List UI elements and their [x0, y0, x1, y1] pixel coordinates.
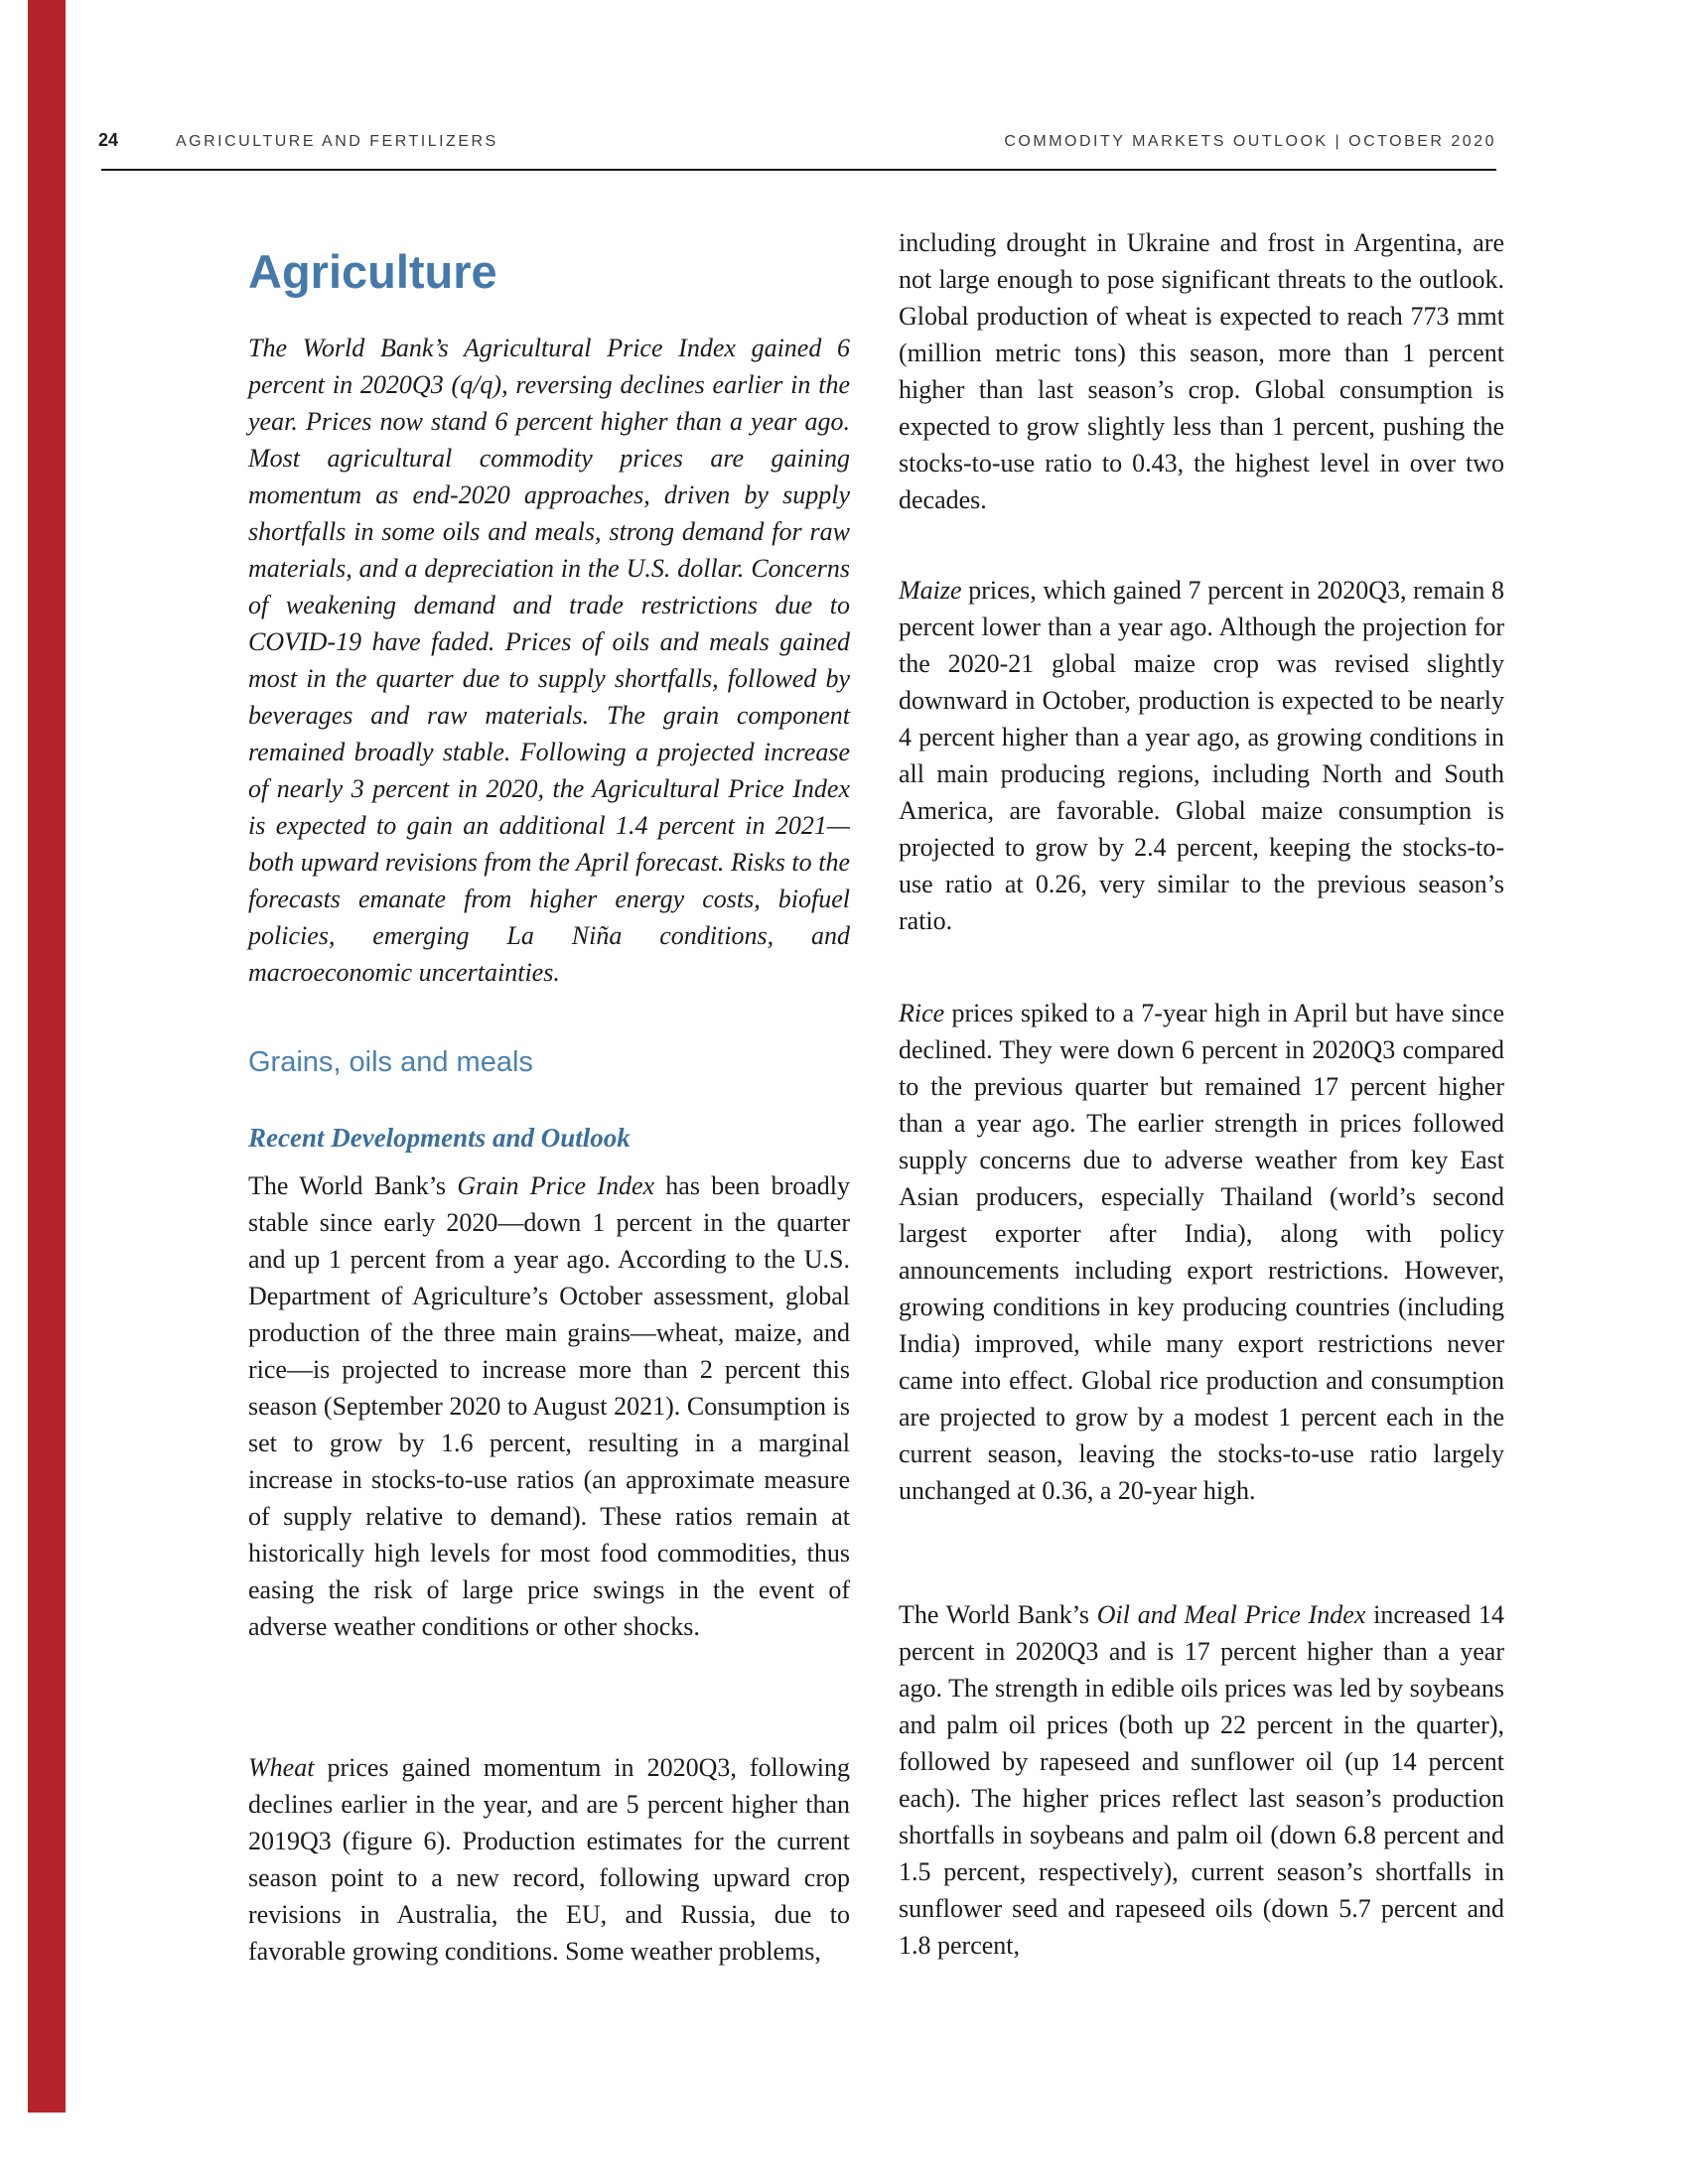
article-title: Agriculture	[248, 245, 497, 299]
subsection-heading-recent-developments: Recent Developments and Outlook	[248, 1123, 631, 1153]
section-heading-grains-oils-meals: Grains, oils and meals	[248, 1046, 533, 1079]
paragraph-grain-price-index: The World Bank’s Grain Price Index has been broadly stable since early 2020—down 1 percent in the quarter and up 1 percent from a year ago. According to the U.S. Department of Agriculture’s October assessment, global production of the three main grains—wheat, maize, and rice—is projected to increase more than 2 percent this season (September 2020 to August 2021). Consumption is set to grow by 1.6 percent, resulting in a marginal increase in stocks-to-use ratios (an approximate measure of supply relative to demand). These ratios remain at historically high levels for most food commodities, thus easing the risk of large price swings in the event of adverse weather conditions or other shocks.	[248, 1171, 850, 1641]
header-rule	[101, 169, 1496, 171]
paragraph-wheat-continued: including drought in Ukraine and frost in Argentina, are not large enough to pose significant threats to the outlook. Global production of wheat is expected to reach 773 mmt (million metric tons) this season, more than 1 percent higher than last season’s crop. Global consumption is expected to grow slightly less than 1 percent, pushing the stocks-to-use ratio to 0.43, the highest level in over two decades.	[899, 228, 1504, 514]
page-edge-bar	[28, 0, 66, 2113]
paragraph-oil-and-meal-index: The World Bank’s Oil and Meal Price Index increased 14 percent in 2020Q3 and is 17 percent higher than a year ago. The strength in edible oils prices was led by soybeans and palm oil prices (both up 22 percent in the quarter), followed by rapeseed and sunflower oil (up 14 percent each). The higher prices reflect last season’s production shortfalls in soybeans and palm oil (down 6.8 percent and 1.5 percent, respectively), current season’s shortfalls in sunflower seed and rapeseed oils (down 5.7 percent and 1.8 percent,	[899, 1600, 1505, 1960]
lead-paragraph: The World Bank’s Agricultural Price Index gained 6 percent in 2020Q3 (q/q), reversing declines earlier in the year. Prices now stand 6 percent higher than a year ago. Most agricultural commodity prices are gaining momentum as end-2020 approaches, driven by supply shortfalls in some oils and meals, strong demand for raw materials, and a depreciation in the U.S. dollar. Concerns of weakening demand and trade restrictions due to COVID-19 have faded. Prices of oils and meals gained most in the quarter due to supply shortfalls, followed by beverages and raw materials. The grain component remained broadly stable. Following a projected increase of nearly 3 percent in 2020, the Agricultural Price Index is expected to gain an additional 1.4 percent in 2021—both upward revisions from the April forecast. Risks to the forecasts emanate from higher energy costs, biofuel policies, emerging La Niña conditions, and macroeconomic uncertainties.	[248, 334, 850, 987]
page-number: 24	[98, 130, 119, 150]
paragraph-maize: Maize prices, which gained 7 percent in 2020Q3, remain 8 percent lower than a year ago. Although the projection for the 2020-21 global maize crop was revised slightly downward in October, production is expected to be nearly 4 percent higher than a year ago, as growing conditions in all main producing regions, including North and South America, are favorable. Global maize consumption is projected to grow by 2.4 percent, keeping the stocks-to-use ratio at 0.26, very similar to the previous season’s ratio.	[899, 576, 1504, 935]
running-head-section: AGRICULTURE AND FERTILIZERS	[176, 133, 498, 150]
paragraph-wheat: Wheat prices gained momentum in 2020Q3, following declines earlier in the year, and are 5 percent higher than 2019Q3 (figure 6). Production estimates for the current season point to a new record, following upward crop revisions in Australia, the EU, and Russia, due to favorable growing conditions. Some weather problems,	[248, 1753, 850, 1966]
paragraph-rice: Rice prices spiked to a 7-year high in April but have since declined. They were down 6 percent in 2020Q3 compared to the previous quarter but remained 17 percent higher than a year ago. The earlier strength in prices followed supply concerns due to adverse weather from key East Asian producers, especially Thailand (world’s second largest exporter after India), along with policy announcements including export restrictions. However, growing conditions in key producing countries (including India) improved, while many export restrictions never came into effect. Global rice production and consumption are projected to grow by a modest 1 percent each in the current season, leaving the stocks-to-use ratio largely unchanged at 0.36, a 20-year high.	[899, 999, 1504, 1505]
running-head-report: COMMODITY MARKETS OUTLOOK | OCTOBER 2020	[1004, 133, 1496, 150]
